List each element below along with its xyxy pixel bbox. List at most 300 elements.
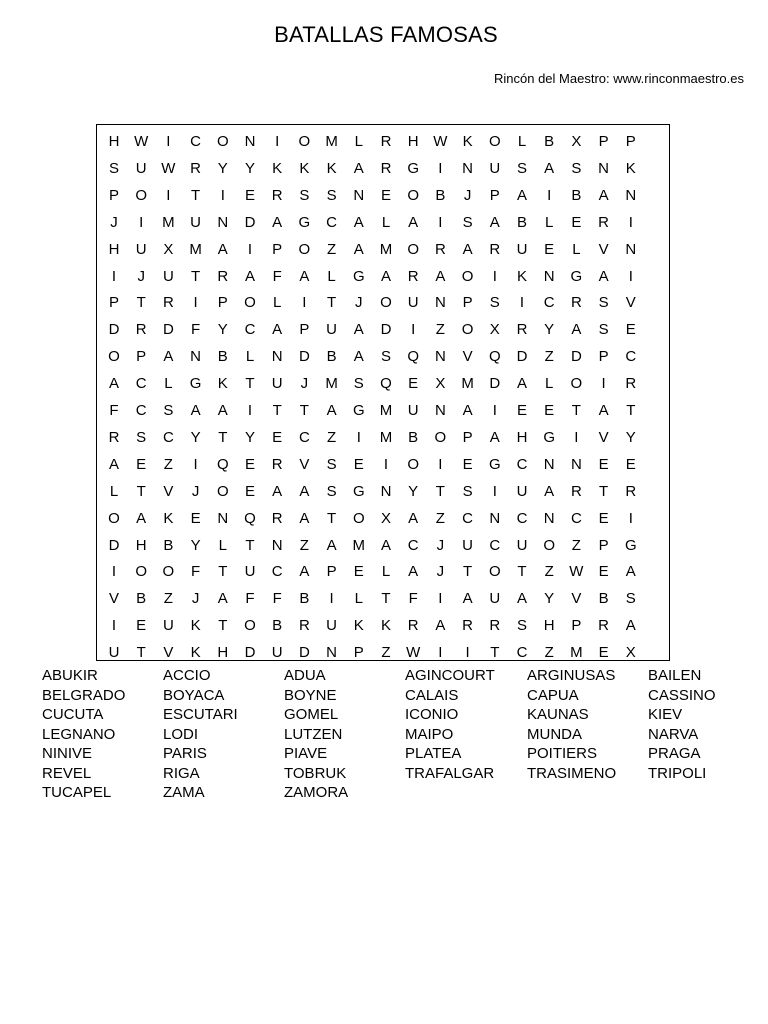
grid-letter[interactable]: W [406,644,421,662]
grid-letter[interactable]: Z [544,644,554,662]
grid-letter[interactable]: W [569,563,584,581]
grid-letter[interactable]: O [352,509,365,527]
grid-letter[interactable]: W [161,159,176,177]
grid-letter[interactable]: H [108,133,120,150]
grid-letter[interactable]: A [299,509,310,527]
grid-letter[interactable]: P [625,133,636,150]
grid-letter[interactable]: K [625,159,636,177]
grid-letter[interactable]: P [326,563,337,581]
grid-letter[interactable]: B [516,213,527,231]
grid-letter[interactable]: I [438,455,443,473]
grid-letter[interactable]: P [217,294,228,312]
grid-letter[interactable]: A [544,482,555,500]
grid-letter[interactable]: I [111,563,117,581]
grid-letter[interactable]: U [489,159,501,177]
grid-letter[interactable]: A [163,348,174,366]
grid-letter[interactable]: I [519,294,525,312]
grid-letter[interactable]: F [191,563,201,581]
grid-letter[interactable]: E [380,186,391,204]
grid-letter[interactable]: X [489,321,500,339]
grid-letter[interactable]: E [244,482,255,500]
grid-letter[interactable]: A [489,213,500,231]
grid-letter[interactable]: Z [163,455,173,473]
grid-letter[interactable]: P [598,133,609,150]
grid-letter[interactable]: R [271,455,283,473]
grid-letter[interactable]: E [516,402,527,419]
grid-letter[interactable]: A [217,590,228,608]
grid-letter[interactable]: S [462,482,473,500]
grid-letter[interactable]: D [162,321,174,339]
grid-letter[interactable]: L [164,375,173,393]
grid-letter[interactable]: D [244,644,256,662]
grid-letter[interactable]: L [273,294,282,312]
grid-letter[interactable]: A [625,563,636,581]
grid-letter[interactable]: O [488,563,501,581]
grid-letter[interactable]: T [218,563,228,581]
grid-letter[interactable]: I [438,644,443,662]
grid-letter[interactable]: B [299,590,310,608]
grid-letter[interactable]: T [463,563,473,581]
grid-letter[interactable]: Y [625,428,636,446]
grid-letter[interactable]: I [628,267,633,285]
grid-letter[interactable]: F [245,590,255,608]
grid-letter[interactable]: S [326,186,337,204]
grid-letter[interactable]: K [163,509,174,527]
grid-letter[interactable]: O [461,321,474,339]
grid-letter[interactable]: G [543,428,556,446]
grid-letter[interactable]: X [380,509,391,527]
grid-letter[interactable]: V [163,482,174,500]
grid-letter[interactable]: E [136,617,147,635]
grid-letter[interactable]: K [272,159,283,177]
grid-letter[interactable]: N [217,509,229,527]
grid-letter[interactable]: L [517,133,527,150]
grid-letter[interactable]: I [275,133,280,150]
grid-letter[interactable]: K [190,644,201,662]
grid-letter[interactable]: I [220,186,225,204]
grid-letter[interactable]: U [407,294,419,312]
grid-letter[interactable]: N [190,348,202,366]
grid-letter[interactable]: B [544,133,555,150]
grid-letter[interactable]: Y [244,428,255,446]
grid-letter[interactable]: D [298,348,310,366]
grid-letter[interactable]: A [462,402,473,419]
grid-letter[interactable]: A [435,617,446,635]
grid-letter[interactable]: F [272,590,282,608]
grid-letter[interactable]: K [516,267,527,285]
grid-letter[interactable]: U [516,482,528,500]
grid-letter[interactable]: A [244,267,255,285]
grid-letter[interactable]: Q [488,348,501,366]
grid-letter[interactable]: I [601,375,606,393]
grid-letter[interactable]: P [136,348,147,366]
grid-letter[interactable]: N [462,159,474,177]
grid-letter[interactable]: Q [407,348,420,366]
grid-letter[interactable]: A [108,375,119,393]
grid-letter[interactable]: T [245,536,255,554]
grid-letter[interactable]: M [325,375,338,393]
grid-letter[interactable]: P [353,644,364,662]
grid-letter[interactable]: U [326,321,338,339]
grid-letter[interactable]: Z [571,536,581,554]
grid-letter[interactable]: A [516,186,527,204]
grid-letter[interactable]: R [380,159,392,177]
grid-letter[interactable]: G [407,159,420,177]
grid-letter[interactable]: C [407,536,419,554]
grid-letter[interactable]: L [381,563,391,581]
grid-letter[interactable]: D [108,321,120,339]
grid-letter[interactable]: I [193,455,198,473]
grid-letter[interactable]: O [434,428,447,446]
grid-letter[interactable]: U [326,617,338,635]
grid-letter[interactable]: O [135,563,148,581]
grid-letter[interactable]: E [598,509,609,527]
grid-letter[interactable]: E [353,563,364,581]
grid-letter[interactable]: O [461,267,474,285]
grid-letter[interactable]: X [625,644,636,662]
grid-letter[interactable]: A [598,186,609,204]
grid-letter[interactable]: B [272,617,283,635]
grid-letter[interactable]: T [517,563,527,581]
grid-letter[interactable]: K [462,133,473,150]
grid-letter[interactable]: A [299,267,310,285]
grid-letter[interactable]: I [574,428,579,446]
grid-letter[interactable]: U [190,213,202,231]
grid-letter[interactable]: V [625,294,636,312]
grid-letter[interactable]: S [571,159,582,177]
grid-letter[interactable]: N [570,455,582,473]
grid-letter[interactable]: P [598,348,609,366]
grid-letter[interactable]: L [572,240,581,258]
grid-letter[interactable]: Z [299,536,309,554]
grid-letter[interactable]: X [163,240,174,258]
grid-letter[interactable]: E [353,455,364,473]
grid-letter[interactable]: R [271,186,283,204]
grid-letter[interactable]: T [381,590,391,608]
grid-letter[interactable]: A [353,213,364,231]
grid-letter[interactable]: A [326,402,337,419]
grid-letter[interactable]: C [516,509,528,527]
grid-letter[interactable]: N [380,482,392,500]
grid-letter[interactable]: Y [244,159,255,177]
grid-letter[interactable]: Y [544,590,555,608]
grid-letter[interactable]: I [247,402,253,419]
grid-letter[interactable]: N [326,644,338,662]
grid-letter[interactable]: U [162,267,174,285]
grid-letter[interactable]: R [298,617,310,635]
grid-letter[interactable]: L [327,267,336,285]
grid-letter[interactable]: A [299,482,310,500]
grid-letter[interactable]: Z [381,644,391,662]
grid-letter[interactable]: U [271,644,283,662]
grid-letter[interactable]: R [598,213,610,231]
grid-letter[interactable]: M [461,375,474,393]
grid-letter[interactable]: A [272,321,283,339]
grid-letter[interactable]: J [191,590,200,608]
grid-letter[interactable]: S [516,617,527,635]
grid-letter[interactable]: G [488,455,501,473]
grid-letter[interactable]: A [408,563,419,581]
grid-letter[interactable]: T [218,428,228,446]
grid-letter[interactable]: A [190,402,201,419]
grid-letter[interactable]: M [325,133,338,150]
grid-letter[interactable]: C [135,402,147,419]
grid-letter[interactable]: P [462,294,473,312]
grid-letter[interactable]: E [625,455,636,473]
grid-letter[interactable]: A [598,402,609,419]
grid-letter[interactable]: G [189,375,202,393]
grid-letter[interactable]: U [108,644,120,662]
grid-letter[interactable]: D [570,348,582,366]
grid-letter[interactable]: K [190,617,201,635]
grid-letter[interactable]: L [109,482,119,500]
grid-letter[interactable]: T [245,375,255,393]
grid-letter[interactable]: I [465,644,470,662]
grid-letter[interactable]: C [326,213,338,231]
grid-letter[interactable]: O [407,240,420,258]
grid-letter[interactable]: C [162,428,174,446]
grid-letter[interactable]: C [135,375,147,393]
grid-letter[interactable]: R [190,159,202,177]
grid-letter[interactable]: I [492,482,497,500]
grid-letter[interactable]: A [353,321,364,339]
grid-letter[interactable]: S [108,159,119,177]
grid-letter[interactable]: O [407,455,420,473]
grid-letter[interactable]: I [247,240,253,258]
grid-letter[interactable]: V [598,240,609,258]
grid-letter[interactable]: Q [216,455,229,473]
grid-letter[interactable]: L [381,213,391,231]
grid-letter[interactable]: U [135,159,147,177]
grid-letter[interactable]: R [271,509,283,527]
grid-letter[interactable]: R [108,428,120,446]
grid-letter[interactable]: Z [327,428,337,446]
grid-letter[interactable]: T [327,509,337,527]
grid-letter[interactable]: F [109,402,119,419]
grid-letter[interactable]: U [516,536,528,554]
grid-letter[interactable]: R [380,133,392,150]
grid-letter[interactable]: U [135,240,147,258]
grid-letter[interactable]: H [516,428,528,446]
grid-letter[interactable]: J [137,267,145,285]
grid-letter[interactable]: U [407,402,419,419]
grid-letter[interactable]: O [407,186,420,204]
grid-letter[interactable]: A [516,590,527,608]
grid-letter[interactable]: E [598,563,609,581]
grid-letter[interactable]: Y [190,428,201,446]
grid-letter[interactable]: A [353,159,364,177]
grid-letter[interactable]: S [516,159,527,177]
grid-letter[interactable]: K [326,159,337,177]
grid-letter[interactable]: E [598,455,609,473]
grid-letter[interactable]: O [135,186,148,204]
grid-letter[interactable]: C [543,294,555,312]
grid-letter[interactable]: T [299,402,309,419]
grid-letter[interactable]: V [163,644,174,662]
grid-letter[interactable]: B [217,348,228,366]
grid-letter[interactable]: M [189,240,202,258]
grid-letter[interactable]: C [625,348,637,366]
grid-letter[interactable]: A [353,240,364,258]
grid-letter[interactable]: N [271,348,283,366]
grid-letter[interactable]: S [163,402,174,419]
grid-letter[interactable]: J [191,482,200,500]
grid-letter[interactable]: C [190,133,202,150]
grid-letter[interactable]: W [433,133,448,150]
grid-letter[interactable]: U [462,536,474,554]
grid-letter[interactable]: B [408,428,419,446]
grid-letter[interactable]: A [544,159,555,177]
grid-letter[interactable]: J [110,213,118,231]
grid-letter[interactable]: F [272,267,282,285]
grid-letter[interactable]: I [411,321,416,339]
grid-letter[interactable]: O [298,240,311,258]
grid-letter[interactable]: X [435,375,446,393]
grid-letter[interactable]: L [545,375,554,393]
grid-letter[interactable]: H [543,617,555,635]
grid-letter[interactable]: R [570,482,582,500]
grid-letter[interactable]: B [326,348,337,366]
grid-letter[interactable]: A [326,536,337,554]
grid-letter[interactable]: C [516,644,528,662]
grid-letter[interactable]: V [571,590,582,608]
grid-letter[interactable]: R [625,482,637,500]
grid-letter[interactable]: N [217,213,229,231]
grid-letter[interactable]: D [516,348,528,366]
grid-letter[interactable]: C [570,509,582,527]
grid-letter[interactable]: Q [244,509,256,527]
grid-letter[interactable]: T [191,186,201,204]
grid-letter[interactable]: G [624,536,637,554]
grid-letter[interactable]: A [408,213,419,231]
grid-letter[interactable]: F [191,321,201,339]
grid-letter[interactable]: I [438,590,443,608]
grid-letter[interactable]: T [435,482,445,500]
grid-letter[interactable]: S [598,321,609,339]
grid-letter[interactable]: T [136,644,146,662]
grid-letter[interactable]: N [434,402,446,419]
grid-letter[interactable]: I [193,294,198,312]
grid-letter[interactable]: I [111,267,117,285]
grid-letter[interactable]: P [462,428,473,446]
grid-letter[interactable]: R [570,294,582,312]
grid-letter[interactable]: L [245,348,255,366]
grid-letter[interactable]: R [598,617,610,635]
grid-letter[interactable]: Y [544,321,555,339]
grid-letter[interactable]: R [407,267,419,285]
grid-letter[interactable]: B [136,590,147,608]
grid-letter[interactable]: Q [380,375,392,393]
grid-letter[interactable]: I [139,213,144,231]
grid-letter[interactable]: I [628,509,633,527]
grid-letter[interactable]: A [489,428,500,446]
grid-letter[interactable]: A [272,213,283,231]
grid-letter[interactable]: B [571,186,582,204]
grid-letter[interactable]: Y [217,321,228,339]
grid-letter[interactable]: A [217,402,228,419]
grid-letter[interactable]: R [489,240,501,258]
grid-letter[interactable]: L [545,213,554,231]
grid-letter[interactable]: N [625,186,637,204]
grid-letter[interactable]: F [408,590,418,608]
grid-letter[interactable]: R [434,240,446,258]
grid-letter[interactable]: T [626,402,636,419]
grid-letter[interactable]: S [299,186,310,204]
grid-letter[interactable]: T [136,294,146,312]
grid-letter[interactable]: J [463,186,472,204]
grid-letter[interactable]: E [462,455,473,473]
grid-letter[interactable]: O [380,294,392,312]
grid-letter[interactable]: M [352,536,366,554]
grid-letter[interactable]: I [166,133,171,150]
grid-letter[interactable]: A [435,267,446,285]
grid-letter[interactable]: Z [163,590,173,608]
grid-letter[interactable]: C [516,455,528,473]
grid-letter[interactable]: I [492,267,497,285]
grid-letter[interactable]: M [162,213,175,231]
grid-letter[interactable]: S [136,428,147,446]
grid-letter[interactable]: Y [217,159,228,177]
grid-letter[interactable]: R [135,321,147,339]
grid-letter[interactable]: A [108,455,119,473]
grid-letter[interactable]: G [298,213,311,231]
grid-letter[interactable]: D [298,644,310,662]
grid-letter[interactable]: H [135,536,147,554]
grid-letter[interactable]: E [136,455,147,473]
grid-letter[interactable]: E [244,455,255,473]
grid-letter[interactable]: D [489,375,501,393]
grid-letter[interactable]: N [543,509,555,527]
grid-letter[interactable]: T [136,482,146,500]
grid-letter[interactable]: R [625,375,637,393]
grid-letter[interactable]: N [543,455,555,473]
grid-letter[interactable]: S [489,294,500,312]
grid-letter[interactable]: N [625,240,637,258]
grid-letter[interactable]: L [354,590,363,608]
grid-letter[interactable]: I [111,617,117,635]
grid-letter[interactable]: N [543,267,555,285]
grid-letter[interactable]: B [598,590,609,608]
grid-letter[interactable]: C [298,428,310,446]
grid-letter[interactable]: B [163,536,174,554]
grid-letter[interactable]: N [244,133,256,150]
grid-letter[interactable]: J [355,294,363,312]
grid-letter[interactable]: T [191,267,201,285]
grid-letter[interactable]: N [434,348,446,366]
grid-letter[interactable]: S [598,294,609,312]
grid-letter[interactable]: E [598,644,609,662]
grid-letter[interactable]: L [218,536,227,554]
grid-letter[interactable]: N [434,294,446,312]
grid-letter[interactable]: G [352,402,365,419]
grid-letter[interactable]: I [438,213,443,231]
grid-letter[interactable]: U [162,617,174,635]
grid-letter[interactable]: V [108,590,119,608]
grid-letter[interactable]: E [244,186,255,204]
grid-letter[interactable]: A [598,267,609,285]
grid-letter[interactable]: R [407,617,419,635]
grid-letter[interactable]: H [217,644,229,662]
grid-letter[interactable]: U [489,590,501,608]
grid-letter[interactable]: O [162,563,175,581]
grid-letter[interactable]: Z [327,240,337,258]
grid-letter[interactable]: Y [408,482,419,500]
grid-letter[interactable]: S [462,213,473,231]
grid-letter[interactable]: X [571,133,582,150]
grid-letter[interactable]: A [571,321,582,339]
grid-letter[interactable]: T [272,402,282,419]
grid-letter[interactable]: M [379,240,393,258]
